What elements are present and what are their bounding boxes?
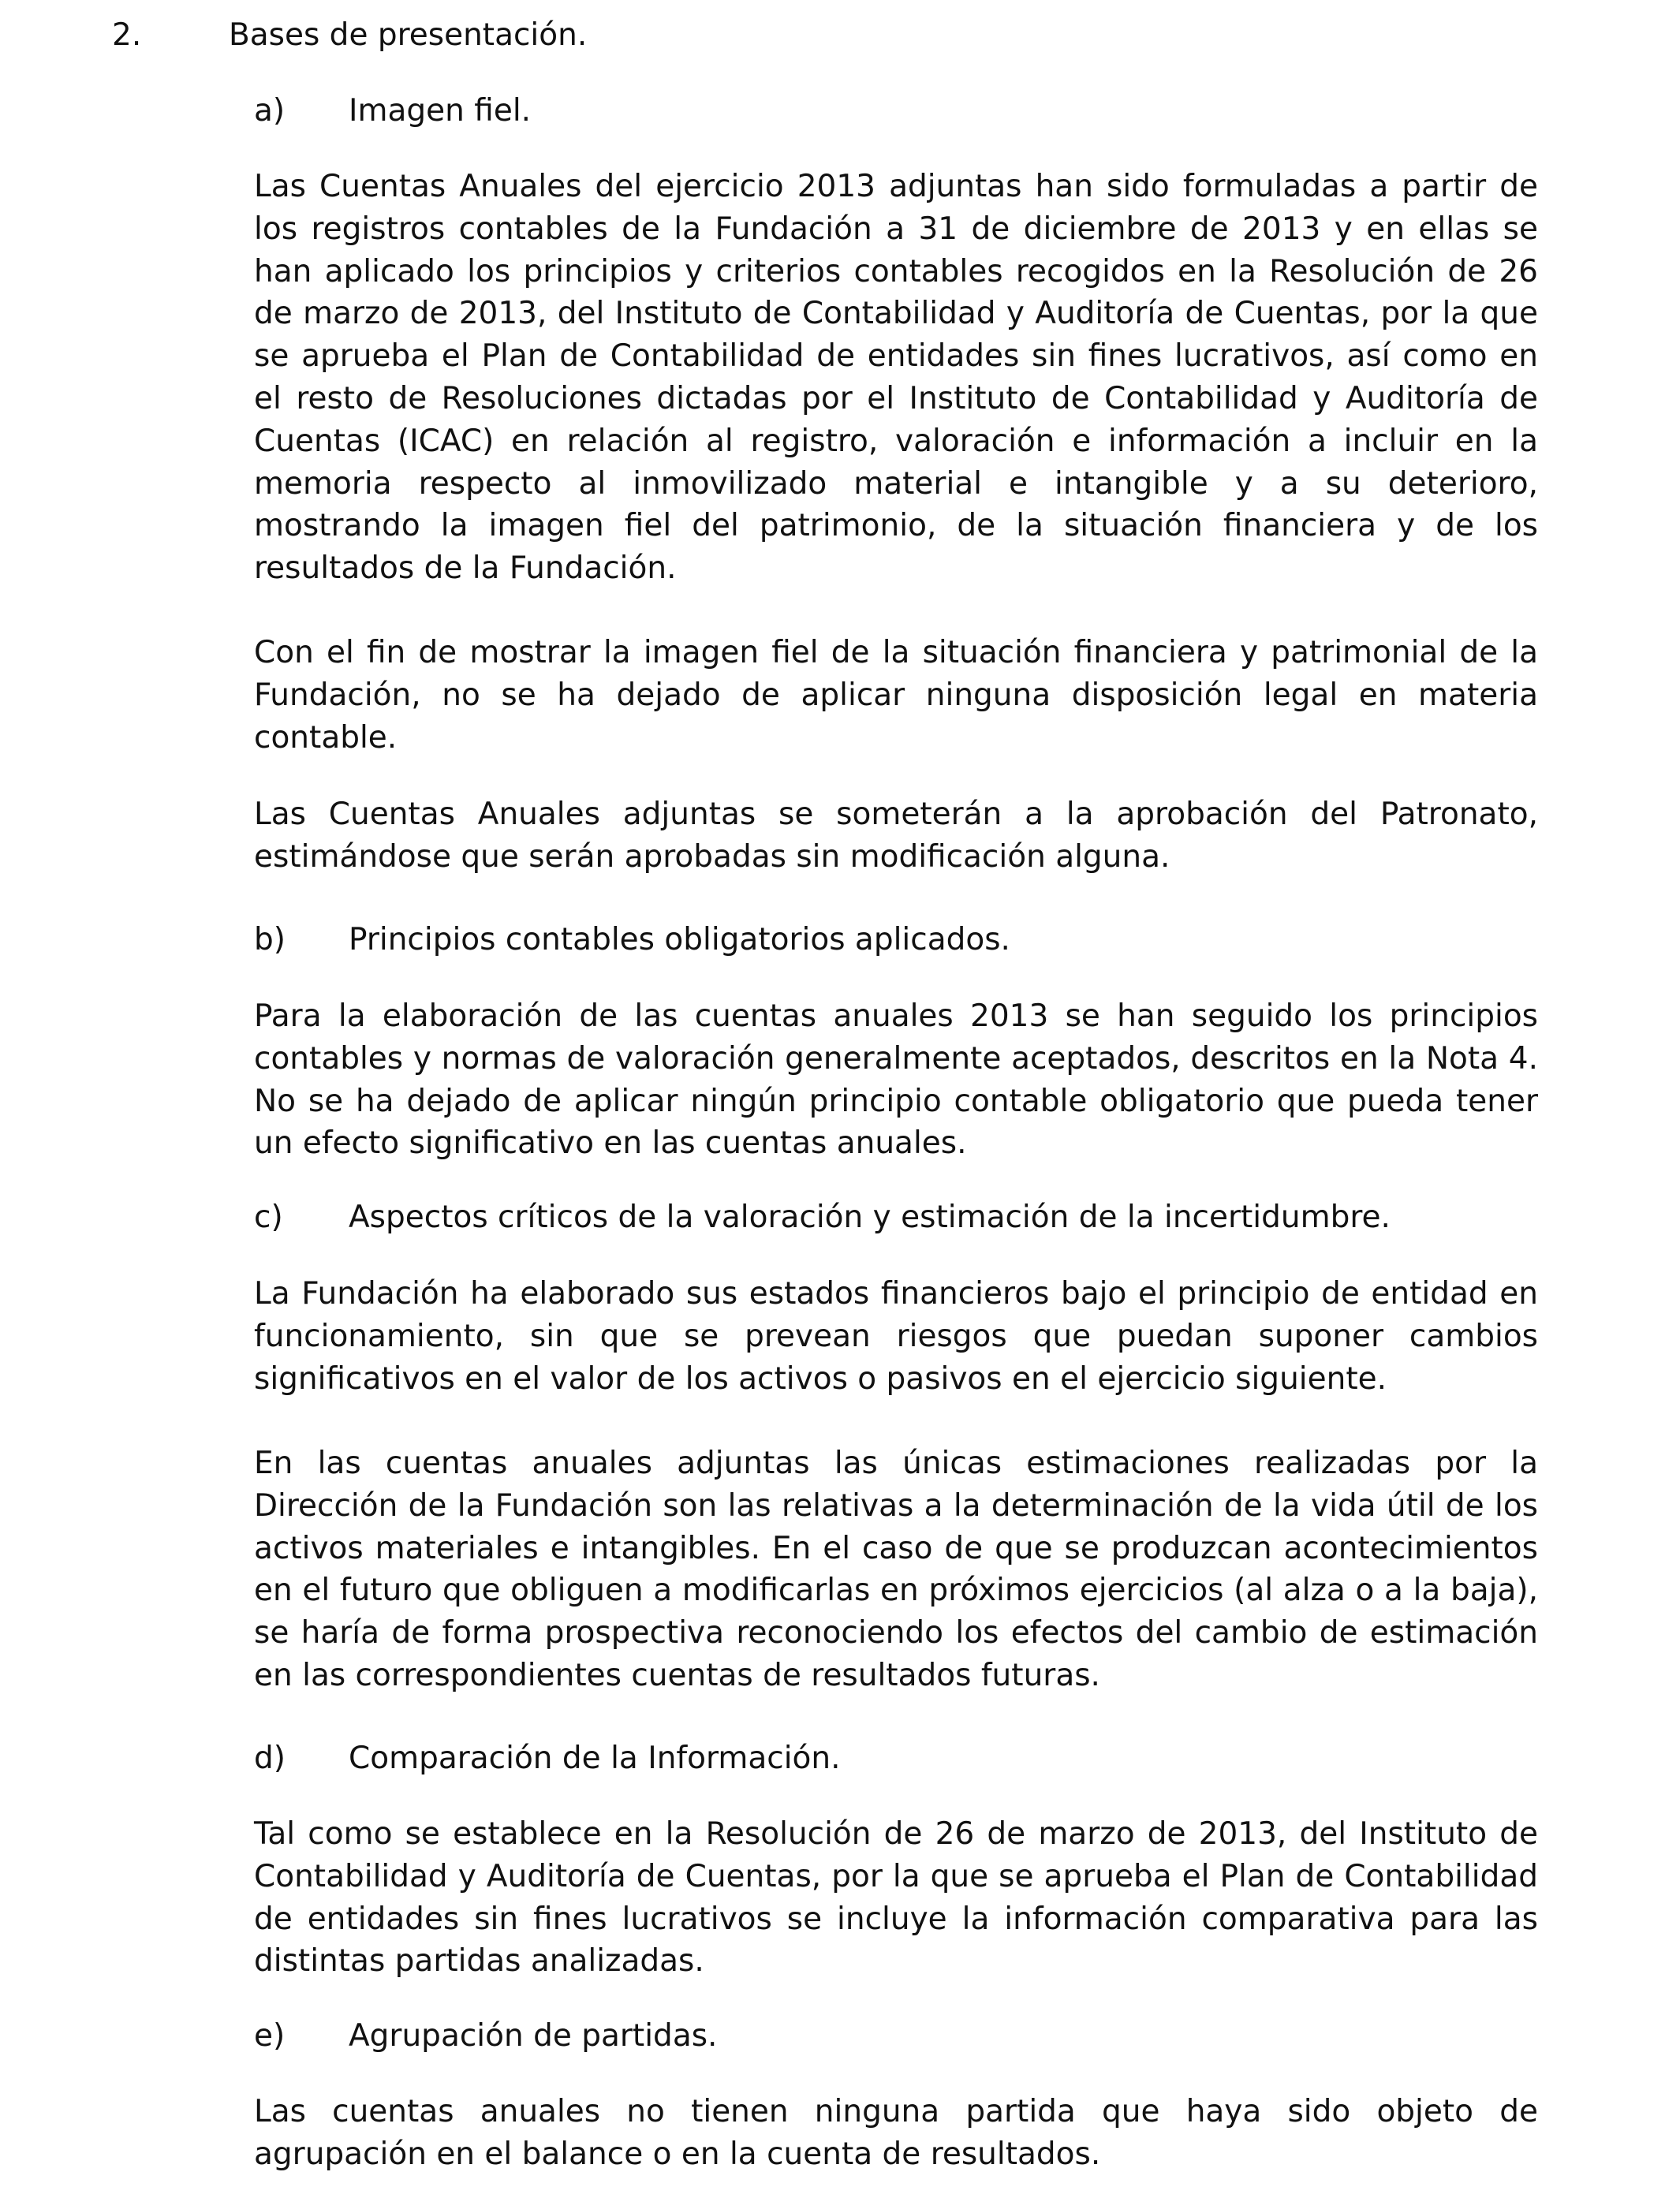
- paragraph-comparacion-1: Tal como se establece en la Resolución de 26 de marzo de 2013, del Instituto de Contabilidad y Auditoría de Cuentas, por la que se aprueba el Plan de Contabilidad de entidades sin fines lucrativos se incluye la información comparativa para las distintas partidas analizadas.: [254, 1816, 1538, 1980]
- paragraph-imagen-fiel-3: Las Cuentas Anuales adjuntas se someterán a la aprobación del Patronato, estimándose que serán aprobadas sin modificación alguna.: [254, 797, 1538, 875]
- section-title: Bases de presentación.: [229, 17, 588, 53]
- subsection-letter: a): [254, 93, 286, 129]
- subsection-title: Principios contables obligatorios aplicados.: [349, 922, 1010, 957]
- subsection-letter: d): [254, 1741, 286, 1776]
- subsection-heading-d: [254, 1737, 841, 1780]
- paragraph-imagen-fiel-2: Con el fin de mostrar la imagen fiel de la situación financiera y patrimonial de la Fundación, no se ha dejado de aplicar ninguna disposición legal en materia contable.: [254, 635, 1538, 756]
- subsection-heading-e: [254, 2015, 717, 2058]
- section-number: 2.: [112, 17, 142, 53]
- subsection-title: Comparación de la Información.: [349, 1741, 841, 1776]
- subsection-title: Imagen fiel.: [349, 93, 532, 129]
- subsection-letter: e): [254, 2018, 286, 2054]
- paragraph-imagen-fiel-1: Las Cuentas Anuales del ejercicio 2013 adjuntas han sido formuladas a partir de los registros contables de la Fundación a 31 de diciembre de 2013 y en ellas se han aplicado los principios y criterios contables recogidos en la Resolución de 26 de marzo de 2013, del Instituto de Contabilidad y Auditoría de Cuentas, por la que se aprueba el Plan de Contabilidad de entidades sin fines lucrativos, así como en el resto de Resoluciones dictadas por el Instituto de Contabilidad y Auditoría de Cuentas (ICAC) en relación al registro, valoración e información a incluir en la memoria respecto al inmovilizado material e intangible y a su deterioro, mostrando la imagen fiel del patrimonio, de la situación financiera y de los resultados de la Fundación.: [254, 169, 1538, 587]
- paragraph-agrupacion-1: Las cuentas anuales no tienen ninguna partida que haya sido objeto de agrupación en el balance o en la cuenta de resultados.: [254, 2094, 1538, 2172]
- subsection-heading-a: [254, 90, 531, 132]
- paragraph-aspectos-1: La Fundación ha elaborado sus estados financieros bajo el principio de entidad en funcionamiento, sin que se prevean riesgos que puedan suponer cambios significativos en el valor de los activos o pasivos en el ejercicio siguiente.: [254, 1276, 1538, 1397]
- paragraph-aspectos-2: En las cuentas anuales adjuntas las únicas estimaciones realizadas por la Dirección de la Fundación son las relativas a la determinación de la vida útil de los activos materiales e intangibles. En el caso de que se produzcan acontecimientos en el futuro que obliguen a modificarlas en próximos ejercicios (al alza o a la baja), se haría de forma prospectiva reconociendo los efectos del cambio de estimación en las correspondientes cuentas de resultados futuras.: [254, 1446, 1538, 1693]
- paragraph-principios-1: Para la elaboración de las cuentas anuales 2013 se han seguido los principios contables y normas de valoración generalmente aceptados, descritos en la Nota 4. No se ha dejado de aplicar ningún principio contable obligatorio que pueda tener un efecto significativo en las cuentas anuales.: [254, 998, 1538, 1162]
- subsection-title: Aspectos críticos de la valoración y estimación de la incertidumbre.: [349, 1200, 1391, 1235]
- subsection-heading-b: [254, 919, 1010, 961]
- subsection-letter: c): [254, 1200, 283, 1235]
- subsection-letter: b): [254, 922, 286, 957]
- subsection-title: Agrupación de partidas.: [349, 2018, 718, 2054]
- section-heading: [112, 14, 587, 57]
- subsection-heading-c: [254, 1196, 1391, 1239]
